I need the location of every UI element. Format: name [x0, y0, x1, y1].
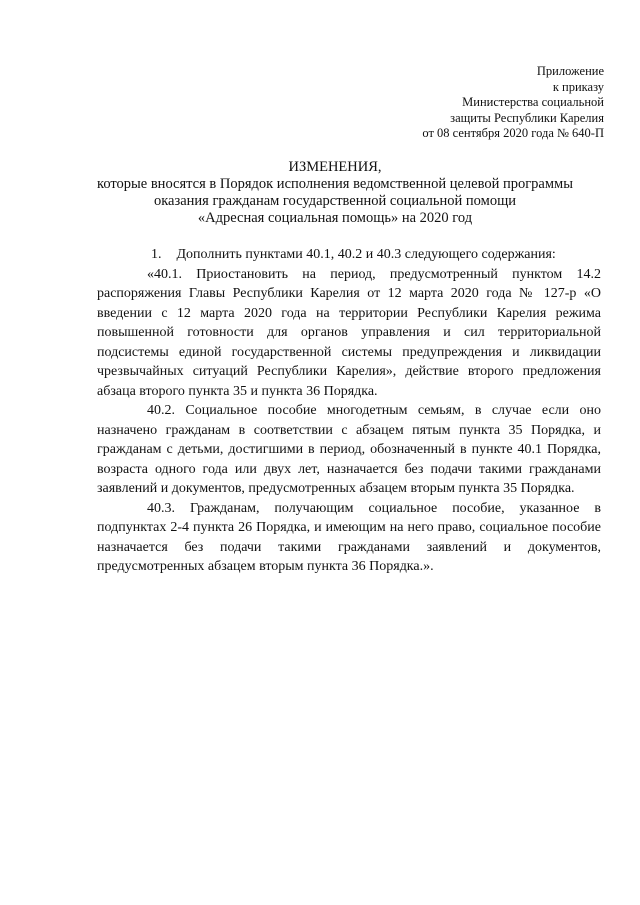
approval-line-order: к приказу	[552, 79, 604, 94]
document-title: ИЗМЕНЕНИЯ,	[288, 159, 382, 175]
list-item-1	[97, 245, 601, 265]
document-body	[97, 245, 601, 577]
heading-line-2: оказания гражданам государственной социальной помощи	[153, 193, 516, 209]
paragraph-40-1: «40.1. Приостановить на период, предусмотренный пунктом 14.2 распоряжения Главы Республики Карелия от 12 марта 2020 года № 127-р «О введении с 12 марта 2020 года на территории Республики Карелия режима повышенной готовности для органов управления и сил территориальной подсистемы единой государственной системы предупреждения и ликвидации чрезвычайных ситуаций Республики Карелия», действие второго предложения абзаца второго пункта 35 и пункта 36 Порядка.	[97, 266, 601, 399]
approval-line-ministry: Министерства социальной	[462, 95, 604, 109]
heading-line-1: которые вносятся в Порядок исполнения ведомственной целевой программы	[97, 176, 573, 192]
approval-line-date: от 08 сентября 2020 года № 640-П	[422, 126, 604, 140]
list-item-text: Дополнить пунктами 40.1, 40.2 и 40.3 следующего содержания:	[176, 247, 556, 262]
paragraph-40-3: 40.3. Гражданам, получающим социальное пособие, указанное в подпунктах 2-4 пункта 26 Порядка, и имеющим на него право, социальное пособие назначается без подачи такими гражданами заявлений и документов, предусмотренных абзацем вторым пункта 36 Порядка.».	[97, 500, 601, 574]
list-item-number: 1.	[151, 247, 162, 262]
heading-line-3: «Адресная социальная помощь» на 2020 год	[197, 210, 473, 226]
paragraph-40-2: 40.2. Социальное пособие многодетным семьям, в случае если оно назначено гражданам в соответствии с абзацем пятым пункта 35 Порядка, и гражданам с детьми, достигшими в период, обозначенный в пункте 40.1 Порядка, возраста одного года или двух лет, назначается без подачи такими гражданами заявлений и документов, предусмотренных абзацем вторым пункта 35 Порядка.	[97, 403, 601, 496]
document-heading	[70, 159, 600, 227]
approval-line-appendix: Приложение	[536, 64, 604, 78]
approval-block	[344, 64, 604, 142]
approval-line-ministry-2: защиты Республики Карелия	[450, 110, 604, 125]
